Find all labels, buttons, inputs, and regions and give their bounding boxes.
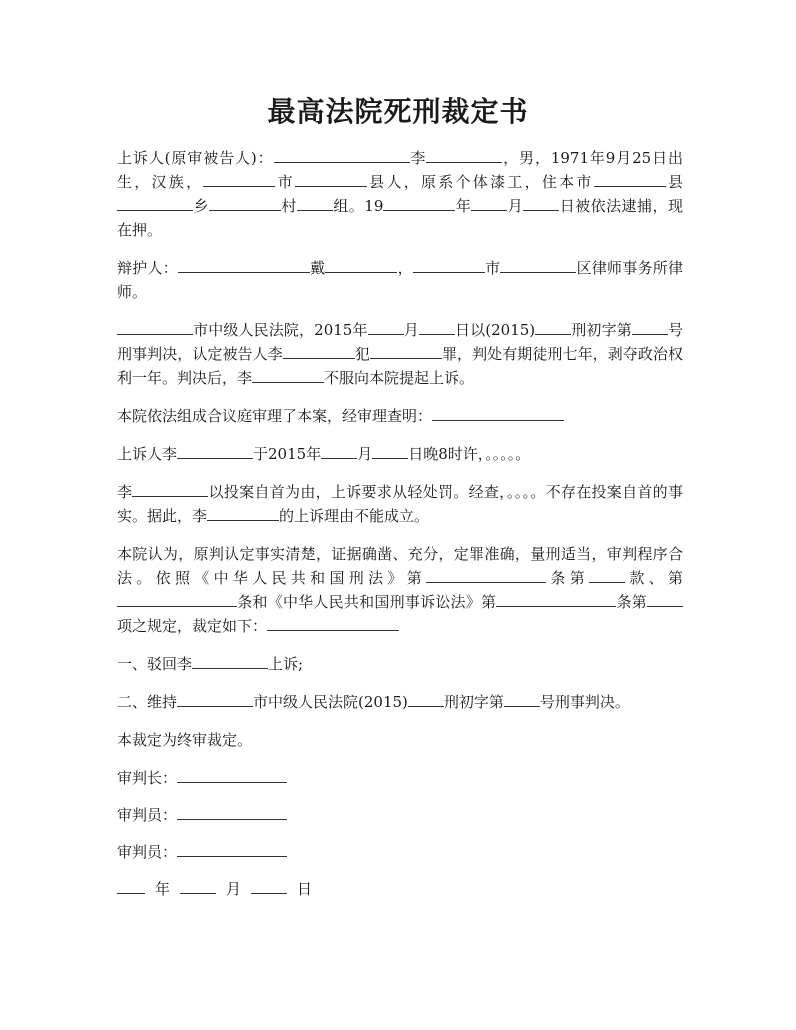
signature-chief-judge (117, 766, 683, 790)
blank-line (192, 654, 268, 669)
text-run: 上诉; (268, 655, 304, 673)
text-run: 审判员： (117, 806, 178, 824)
blank-line (370, 344, 442, 359)
blank-line (523, 196, 559, 211)
blank-line (297, 196, 333, 211)
text-run: 市中级人民法院，2015年 (193, 321, 368, 339)
blank-line (368, 320, 404, 335)
blank-line (535, 320, 571, 335)
signature-judge-1 (117, 803, 683, 827)
paragraph-appellant (117, 146, 683, 242)
blank-line (132, 482, 208, 497)
blank-line (267, 616, 399, 631)
text-run: 项之规定，裁定如下： (117, 617, 268, 635)
text-run: 市中级人民法院(2015) (253, 693, 408, 711)
text-run: 上诉人(原审被告人)： (117, 149, 274, 167)
blank-line (251, 879, 287, 894)
text-run: 区律师事务所律师。 (117, 259, 683, 301)
blank-line (589, 568, 625, 583)
text-run: 不服向本院提起上诉。 (324, 369, 475, 387)
text-run: ， (397, 259, 413, 277)
blank-line (252, 368, 324, 383)
blank-line (325, 258, 397, 273)
document-title: 最高法院死刑裁定书 (267, 95, 529, 128)
blank-line (274, 148, 410, 163)
text-run: 审判长： (117, 769, 178, 787)
paragraph-facts (117, 442, 683, 466)
blank-line (321, 444, 357, 459)
blank-line (283, 344, 355, 359)
paragraph-defender (117, 256, 683, 304)
date-line (117, 877, 683, 901)
blank-line (471, 196, 507, 211)
blank-line (117, 592, 237, 607)
text-run: 号刑事判决。 (539, 693, 630, 711)
text-run: 月 (403, 321, 419, 339)
blank-line (177, 768, 287, 783)
text-run: 条第 (546, 569, 590, 587)
text-run: 本院认为，原判认定事实清楚，证据确凿、充分，定罪准确，量刑适当，审判程序合法。依照《中华人民共和国刑法》第 (117, 545, 683, 587)
text-run: 罪，判处有期徒刑七年，剥夺政治权利一年。判决后，李 (117, 345, 683, 387)
text-run: 日以(2015) (454, 321, 536, 339)
text-run: 戴 (309, 259, 326, 277)
text-run: 年 (455, 197, 472, 215)
text-run: 月 (357, 445, 373, 463)
text-run: 辩护人： (117, 259, 178, 277)
text-run: 的上诉理由不能成立。 (279, 507, 430, 525)
text-run: 李 (117, 483, 133, 501)
blank-line (117, 879, 145, 894)
blank-line (177, 842, 287, 857)
blank-line (647, 592, 683, 607)
text-run: 条和《中华人民共和国刑事诉讼法》第 (237, 593, 497, 611)
blank-line (177, 692, 253, 707)
paragraph-ruling-1 (117, 652, 683, 676)
text-run: 日 (297, 880, 313, 898)
text-run: 犯 (354, 345, 370, 363)
text-run: 审判员： (117, 843, 178, 861)
blank-line (372, 444, 408, 459)
text-run: 款、第 (625, 569, 683, 587)
blank-line (180, 879, 216, 894)
blank-line (383, 196, 455, 211)
blank-line (209, 196, 281, 211)
blank-line (207, 506, 279, 521)
blank-line (203, 172, 275, 187)
text-run: 日被依法逮捕，现在押。 (117, 197, 683, 239)
text-run: 乡 (193, 197, 209, 215)
paragraph-ruling-2 (117, 690, 683, 714)
text-run: 日晚8时许，。。。。。 (408, 445, 531, 463)
text-run: 于2015年 (253, 445, 322, 463)
text-run: 号刑事判决，认定被告人李 (117, 321, 683, 363)
text-run: 一、驳回李 (117, 655, 193, 673)
blank-line (426, 148, 502, 163)
blank-line (504, 692, 540, 707)
text-run: 刑初字第 (571, 321, 632, 339)
text-run: 市 (484, 259, 501, 277)
blank-line (295, 172, 367, 187)
paragraph-final: 本裁定为终审裁定。 (117, 731, 253, 749)
blank-line (426, 568, 546, 583)
blank-line (408, 692, 444, 707)
text-run: 李 (409, 149, 427, 167)
text-run: ，男，1971年9月25日出生，汉族， (117, 149, 683, 191)
text-run: 村 (280, 197, 297, 215)
text-run: 月 (507, 197, 524, 215)
text-run: 年 (155, 880, 171, 898)
blank-line (594, 172, 666, 187)
blank-line (496, 592, 616, 607)
text-run: 刑初字第 (443, 693, 504, 711)
text-run: 月 (226, 880, 242, 898)
blank-line (632, 320, 668, 335)
blank-line (432, 406, 564, 421)
text-run: 条第 (616, 593, 647, 611)
blank-line (413, 258, 485, 273)
paragraph-appeal-reason (117, 480, 683, 528)
text-run: 市 (275, 173, 295, 191)
document-body (117, 146, 683, 914)
signature-judge-2 (117, 840, 683, 864)
text-run: 县人，原系个体漆工，住本市 (366, 173, 594, 191)
text-run: 县 (665, 173, 683, 191)
blank-line (117, 196, 193, 211)
paragraph-findings (117, 404, 683, 428)
blank-line (177, 444, 253, 459)
text-run: 组。19 (332, 197, 384, 215)
paragraph-court-opinion (117, 542, 683, 638)
blank-line (500, 258, 576, 273)
text-run: 二、维持 (117, 693, 178, 711)
blank-line (419, 320, 455, 335)
text-run: 以投案自首为由，上诉要求从轻处罚。经查，。。。。不存在投案自首的事实。据此，李 (117, 483, 683, 525)
text-run: 本院依法组成合议庭审理了本案，经审理查明： (117, 407, 433, 425)
blank-line (177, 805, 287, 820)
blank-line (117, 320, 193, 335)
paragraph-first-instance (117, 318, 683, 390)
blank-line (178, 258, 310, 273)
text-run: 上诉人李 (117, 445, 178, 463)
